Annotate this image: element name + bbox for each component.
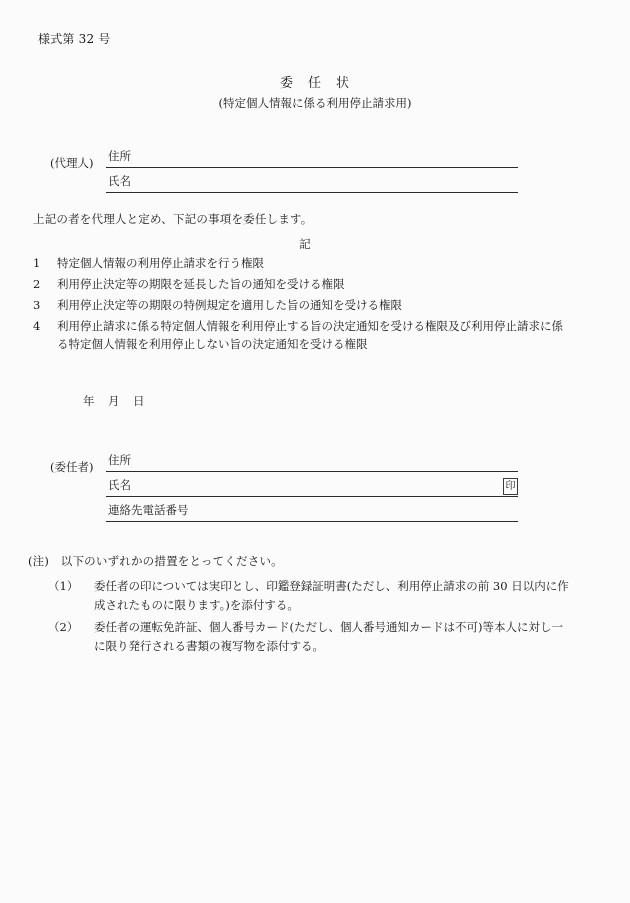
clause-text-continued: る特定個人情報を利用停止しない旨の決定通知を受ける権限 — [57, 337, 368, 351]
delegator-phone-field[interactable] — [106, 502, 518, 522]
delegator-address-label: 住所 — [108, 453, 131, 467]
clause-number: 4 — [33, 319, 41, 333]
note-number: （2） — [48, 620, 79, 634]
clause-text: 利用停止決定等の期限を延長した旨の通知を受ける権限 — [57, 277, 345, 291]
clause-number: 3 — [33, 298, 41, 312]
date-line[interactable]: 年 月 日 — [83, 394, 146, 408]
clause-number: 1 — [33, 256, 41, 270]
clause-text: 利用停止請求に係る特定個人情報を利用停止する旨の決定通知を受ける権限及び利用停止請求に係 — [57, 319, 563, 333]
note-text-continued: 成されたものに限ります。)を添付する。 — [94, 598, 299, 612]
document-title: 委 任 状 — [279, 76, 350, 91]
notes-heading: (注) 以下のいずれかの措置をとってください。 — [28, 554, 283, 568]
delegator-name-label: 氏名 — [108, 478, 131, 492]
clause-text: 利用停止決定等の期限の特例規定を適用した旨の通知を受ける権限 — [57, 298, 402, 312]
agent-address-label: 住所 — [108, 149, 131, 163]
clause-item — [33, 296, 603, 314]
clause-item — [33, 317, 603, 353]
clause-item — [33, 254, 603, 272]
delegator-phone-label: 連絡先電話番号 — [108, 503, 189, 517]
agent-address-field[interactable] — [106, 148, 518, 168]
note-text: 委任者の印については実印とし、印鑑登録証明書(ただし、利用停止請求の前 30 日以内に作 — [94, 579, 569, 593]
note-text-continued: に限り発行される書類の複写物を添付する。 — [94, 639, 324, 653]
agent-name-label: 氏名 — [108, 174, 131, 188]
ki-mark: 記 — [299, 237, 311, 251]
note-item — [48, 618, 628, 656]
agent-name-field[interactable] — [106, 173, 518, 193]
delegator-address-field[interactable] — [106, 452, 518, 472]
clause-item — [33, 275, 603, 293]
form-number: 様式第 32 号 — [38, 32, 111, 46]
note-text: 委任者の運転免許証、個人番号カード(ただし、個人番号通知カードは不可)等本人に対し一 — [94, 620, 563, 634]
note-number: （1） — [48, 579, 79, 593]
agent-party-label: (代理人) — [50, 156, 94, 170]
seal-stamp-box[interactable]: 印 — [503, 478, 518, 495]
delegator-party-label: (委任者) — [50, 460, 94, 474]
clause-number: 2 — [33, 277, 41, 291]
delegator-name-field[interactable] — [106, 477, 518, 497]
intro-paragraph: 上記の者を代理人と定め、下記の事項を委任します。 — [33, 212, 313, 226]
note-item — [48, 577, 628, 615]
clause-text: 特定個人情報の利用停止請求を行う権限 — [57, 256, 264, 270]
document-subtitle: (特定個人情報に係る利用停止請求用) — [218, 96, 412, 110]
